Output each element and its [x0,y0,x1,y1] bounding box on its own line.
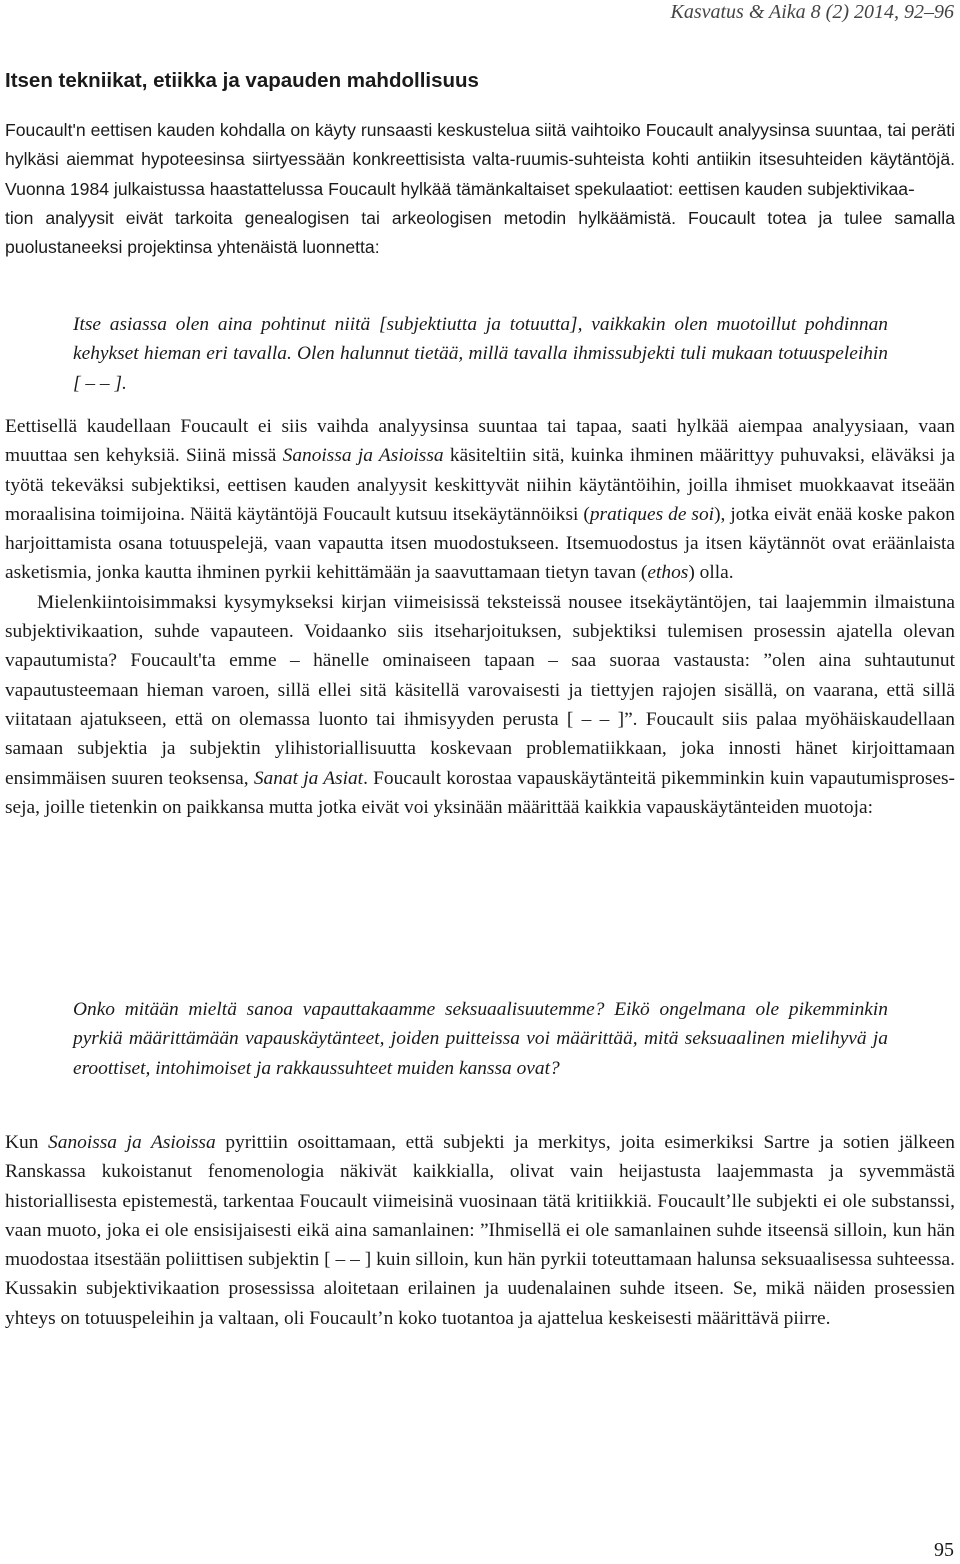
paragraph-2-text-3: ), jotka eivät enää koske pakon harjoittamista osana totuuspelejä, vaan vapautta itsen muodostukseen. Itsemuodostus ja itsen käytännöt ovat eräänlaista asketismia, jonka kautta ihminen pyrkii kehittämään ja saavuttamaan tietyn tavan ( [5,503,955,584]
paragraph-1-text-a: Vuonna 1984 julkaistussa haastattelussa Foucault hylkää tämänkaltaiset spekulaatiot: eettisen kauden subjektivikaa [5,178,909,199]
block-quote-2: Onko mitään mieltä sanoa vapauttakaamme seksuaalisuutemme? Eikö ongelmana ole pikemminkin pyrkiä määrittämään vapauskäytänteet, joiden puitteissa voi määrittää, mitä seksuaalinen mielihyvä ja eroottiset, intohimoiset ja rakkaussuhteet muiden kanssa ovat? [73,999,888,1079]
paragraph-1: Foucault'n eettisen kauden kohdalla on käyty runsaasti keskustelua siitä vaihtoiko Foucault analyysinsa suuntaa, tai peräti hylkäsi aiemmat hypoteesinsa siirtyessään konkreettisista valta-ruumis-suhteista kohti antiikin itsesuhteiden käytäntöjä. Vuonna 1984 julkaistussa haastattelussa Foucault hylkää tämänkaltaiset spekulaatiot: eettisen kauden subjektivikaa- tion analyysit eivät tarkoita genealogisen tai arkeologisen metodin hylkäämistä. Foucault totea ja tulee samalla puolustaneeksi projektinsa yhtenäistä luonnetta: [5,120,955,258]
term-ethos: ethos [647,562,689,584]
paragraph-2 [5,412,955,822]
paragraph-1-sans-text: Foucault'n eettisen kauden kohdalla on käyty runsaasti keskustelua siitä vaihtoiko Foucault analyysinsa suuntaa, tai peräti hylkäsi aiemmat hypoteesinsa siirtyessään konkreettisista valta-ruumis-suhteista kohti antiikin itsesuhteiden käytäntöjä. [5,120,955,170]
paragraph-3-text-2: . Foucault korostaa vapauskäytänteitä pikemminkin kuin vapautumisprosesseja, joille tietenkin on paikkansa mutta jotka eivät voi yksinään määrittää kaikkia vapauskäytänteiden muotoja: [5,767,955,818]
book-title-sanat-ja-asiat: Sanat ja Asiat [253,767,364,789]
paragraph-4-text-1: Kun [5,1132,49,1153]
paragraph-2-text-4: ) olla. [688,562,734,584]
paragraph-2-text-2: käsiteltiin sitä, kuinka ihminen määrittyy puhuvaksi, eläväksi ja työtä tekeväksi subjektiksi, eettisen kauden analyysit keskittyvät niihin käytäntöihin, joilla ihmiset muokkaavat itseään moraalisina toimijoina. Näitä käytäntöjä Foucault kutsuu itsekäytännöiksi ( [5,445,955,525]
paragraph-2-text-1: Eettisellä kaudellaan Foucault ei siis vaihda analyysinsa suuntaa tai tapaa, saati hylkää aiempaa analyysiaan, vaan muuttaa sen kehyksiä. Siinä missä [5,416,955,467]
running-head: Kasvatus & Aika 8 (2) 2014, 92–96 [670,1,954,23]
page-number: 95 [934,1539,954,1561]
section-title: Itsen tekniikat, etiikka ja vapauden mahdollisuus [5,69,479,92]
paragraph-3-text-1: Mielenkiintoisimmaksi kysymykseksi kirjan viimeisissä teksteissä nousee itsekäytäntöjen, tai laajemmin ilmaistuna subjektivikaation, suhde vapauteen. Voidaanko siis itseharjoituksen, subjektiksi tulemisen prosessin ajatella olevan vapautumista? Foucault'ta emme – hänelle ominaiseen tapaan – saa suoraa vastausta: ”olen aina suhtautunut vapautusteemaan hieman varoen, sillä ellei sitä käsitellä varovaisesti ja tiettyjen rajojen sisällä, on vaarana, että sillä viitataan ajatukseen, että on olemassa luonto tai ihmisyyden perusta [ – – ]”. Foucault siis palaa myöhäiskaudellaan samaan subjektia ja subjektin ylihistoriallisuutta koskevaan problematiikkaan, joka innosti hänet kirjoittamaan ensimmäisen suuren teoksensa, [5,591,955,789]
block-quote-1: Itse asiassa olen aina pohtinut niitä [subjektiutta ja totuutta], vaikkakin olen muotoillut pohdinnan kehykset hieman eri tavalla. Olen halunnut tietää, millä tavalla ihmissubjekti tuli mukaan totuuspeleihin [ – – ]. [73,314,888,394]
paragraph-1-text-b: tion analyysit eivät tarkoita genealogisen tai arkeologisen metodin hylkäämistä. Foucault totea ja tulee samalla puolustaneeksi projektinsa yhtenäistä luonnetta: [5,207,955,258]
book-title-sanoissa-ja-asioissa: Sanoissa ja Asioissa [282,445,444,467]
paragraph-4 [5,1128,955,1333]
term-pratiques-de-soi: pratiques de soi [589,503,715,525]
paragraph-4-text-2: pyrittiin osoittamaan, että subjekti ja merkitys, joita esimerkiksi Sartre ja sotien jälkeen Ranskassa kukoistanut fenomenologia näkivät kaikkialla, olivat vain heijastusta laajemmasta ja syvemmästä historiallisesta epistemestä, tarkentaa Foucault viimeisinä vuosinaan tätä kritiikkiä. Foucault’lle subjekti ei ole substanssi, vaan muoto, joka ei ole ensisijaisesti eikä aina samanlainen: ”Ihmisellä ei ole samanlainen suhde itseensä silloin, kun hän muodostaa itsestään poliittisen subjektin [ – – ] kuin silloin, kun hän pyrkii toteuttamaan halunsa seksuaalisessa suhteessa. Kussakin subjektivikaation prosessissa aloitetaan erilainen ja uudenalainen suhde itseen. Se, mikä näiden prosessien yhteys on totuuspeleihin ja valtaan, oli Foucault’n koko tuotantoa ja ajattelua keskeisesti määrittävä piirre. [5,1132,955,1329]
book-title-sanoissa-ja-asioissa-2: Sanoissa ja Asioissa [48,1132,216,1153]
